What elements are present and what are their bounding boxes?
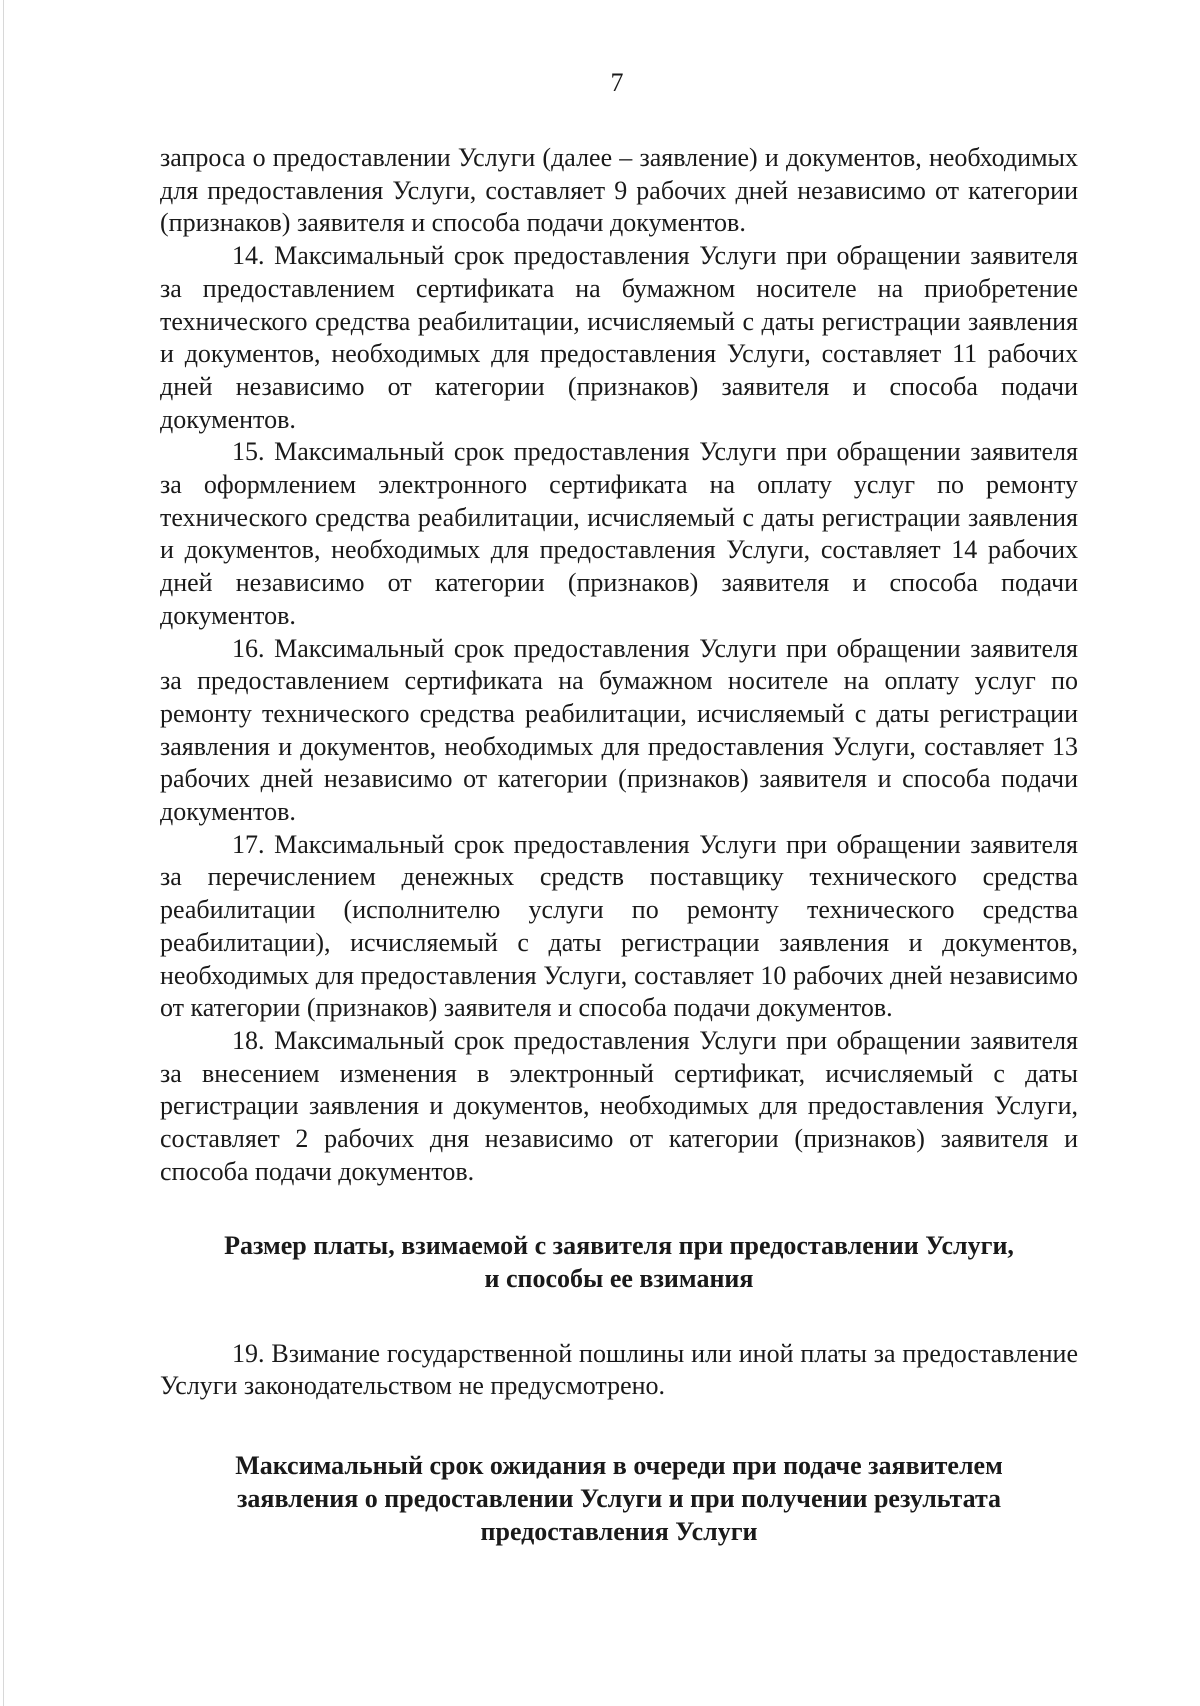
section-heading-queue	[160, 1449, 1078, 1548]
section-heading-fee-line-2: и способы ее взимания	[484, 1263, 754, 1293]
paragraph-14: 14. Максимальный срок предоставления Услуги при обращении заявителя за предоставлением сертификата на бумажном носителе на приобретение технического средства реабилитации, исчисляемый с даты регистрации заявления и документов, необходимых для предоставления Услуги, составляет 11 рабочих дней независимо от категории (признаков) заявителя и способа подачи документов.	[160, 241, 1078, 434]
paragraph-16: 16. Максимальный срок предоставления Услуги при обращении заявителя за предоставлением сертификата на бумажном носителе на оплату услуг по ремонту технического средства реабилитации, исчисляемый с даты регистрации заявления и документов, необходимых для предоставления Услуги, составляет 13 рабочих дней независимо от категории (признаков) заявителя и способа подачи документов.	[160, 633, 1078, 827]
document-body	[160, 142, 1078, 1548]
page-number: 7	[610, 68, 624, 97]
section-heading-fee	[160, 1229, 1078, 1295]
section-heading-fee-line-1: Размер платы, взимаемой с заявителя при предоставлении Услуги,	[224, 1230, 1014, 1260]
paragraph-18: 18. Максимальный срок предоставления Услуги при обращении заявителя за внесением изменения в электронный сертификат, исчисляемый с даты регистрации заявления и документов, необходимых для предоставления Услуги, составляет 2 рабочих дня независимо от категории (признаков) заявителя и способа подачи документов.	[160, 1025, 1078, 1186]
scan-edge-line	[3, 0, 4, 1706]
paragraph-17: 17. Максимальный срок предоставления Услуги при обращении заявителя за перечислением денежных средств поставщику технического средства реабилитации (исполнителю услуги по ремонту технического средства реабилитации), исчисляемый с даты регистрации заявления и документов, необходимых для предоставления Услуги, составляет 10 рабочих дней независимо от категории (признаков) заявителя и способа подачи документов.	[160, 829, 1078, 1023]
section-heading-queue-line-1: Максимальный срок ожидания в очереди при подаче заявителем	[235, 1450, 1003, 1480]
paragraph-15: 15. Максимальный срок предоставления Услуги при обращении заявителя за оформлением электронного сертификата на оплату услуг по ремонту технического средства реабилитации, исчисляемый с даты регистрации заявления и документов, необходимых для предоставления Услуги, составляет 14 рабочих дней независимо от категории (признаков) заявителя и способа подачи документов.	[160, 437, 1078, 630]
section-heading-queue-line-2: заявления о предоставлении Услуги и при получении результата	[236, 1483, 1002, 1513]
paragraph-19: 19. Взимание государственной пошлины или иной платы за предоставление Услуги законодательством не предусмотрено.	[160, 1338, 1078, 1401]
paragraph-13-continuation: запроса о предоставлении Услуги (далее – заявление) и документов, необходимых для предоставления Услуги, составляет 9 рабочих дней независимо от категории (признаков) заявителя и способа подачи документов.	[160, 143, 1078, 238]
section-heading-queue-line-3: предоставления Услуги	[480, 1516, 758, 1546]
